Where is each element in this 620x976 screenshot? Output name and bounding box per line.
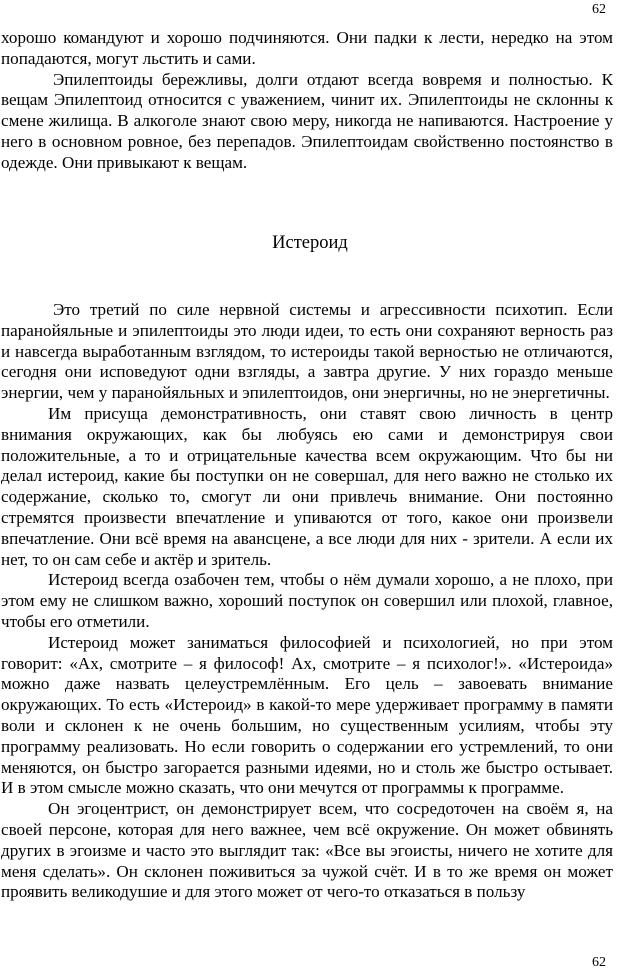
paragraph: Он эгоцентрист, он демонстрирует всем, что сосредоточен на своём я, на своей персоне, которая для него важнее, чем всё окружение. Он может обвинять других в эгоизме и часто это выглядит так: «Все вы эгоисты, ничего не хотите для меня сделать». Он склонен поживиться за чужой счёт. И в то же время он может проявить великодушие и для этого может от чего-то отказаться в пользу xyxy=(1,799,613,902)
top-text-block xyxy=(1,28,613,174)
paragraph-continuation: хорошо командуют и хорошо подчиняются. Они падки к лести, нередко на этом попадаются, могут льстить и сами. xyxy=(1,28,613,68)
page-number-top: 62 xyxy=(592,2,606,17)
section-heading: Истероид xyxy=(272,233,348,253)
main-text-block xyxy=(1,300,613,903)
paragraph: Это третий по силе нервной системы и агрессивности психотип. Если паранойяльные и эпилептоиды это люди идеи, то есть они сохраняют верность раз и навсегда выработанным взглядом, то истероиды такой верностью не отличаются, сегодня они исповедуют одни взгляды, а завтра другие. У них гораздо меньше энергии, чем у паранойяльных и эпилептоидов, они энергичны, но не энергетичны. xyxy=(1,300,613,403)
paragraph: Им присуща демонстративность, они ставят свою личность в центр внимания окружающих, как бы любуясь ею сами и демонстрируя свои положительные, а то и отрицательные качества всем окружающим. Что бы ни делал истероид, какие бы поступки он не совершал, для него важно не столько их содержание, сколько то, смогут ли они привлечь внимание. Они постоянно стремятся произвести впечатление и упиваются от того, какое они произвели впечатление. Они всё время на авансцене, а все люди для них - зрители. А если их нет, то он сам себе и актёр и зритель. xyxy=(1,403,613,569)
page-number-bottom: 62 xyxy=(592,955,606,970)
paragraph: Эпилептоиды бережливы, долги отдают всегда вовремя и полностью. К вещам Эпилептоид относится с уважением, чинит их. Эпилептоиды не склонны к смене жилища. В алкоголе знают свою меру, никогда не напиваются. Настроение у него в основном ровное, без перепадов. Эпилептоидам свойственно постоянство в одежде. Они привыкают к вещам. xyxy=(1,69,613,172)
paragraph: Истероид может заниматься философией и психологией, но при этом говорит: «Ах, смотрите – я философ! Ах, смотрите – я психолог!». «Истероида» можно даже назвать целеустремлённым. Его цель – завоевать внимание окружающих. То есть «Истероид» в какой-то мере удерживает программу в памяти воли и склонен к не очень большим, но существенным усилиям, чтобы эту программу реализовать. Но если говорить о содержании его устремлений, то они меняются, он быстро загорается разными идеями, но и столь же быстро остывает. И в этом смысле можно сказать, что они мечутся от программы к программе. xyxy=(1,632,613,798)
paragraph: Истероид всегда озабочен тем, чтобы о нём думали хорошо, а не плохо, при этом ему не слишком важно, хороший поступок он совершил или плохой, главное, чтобы его отметили. xyxy=(1,570,613,631)
